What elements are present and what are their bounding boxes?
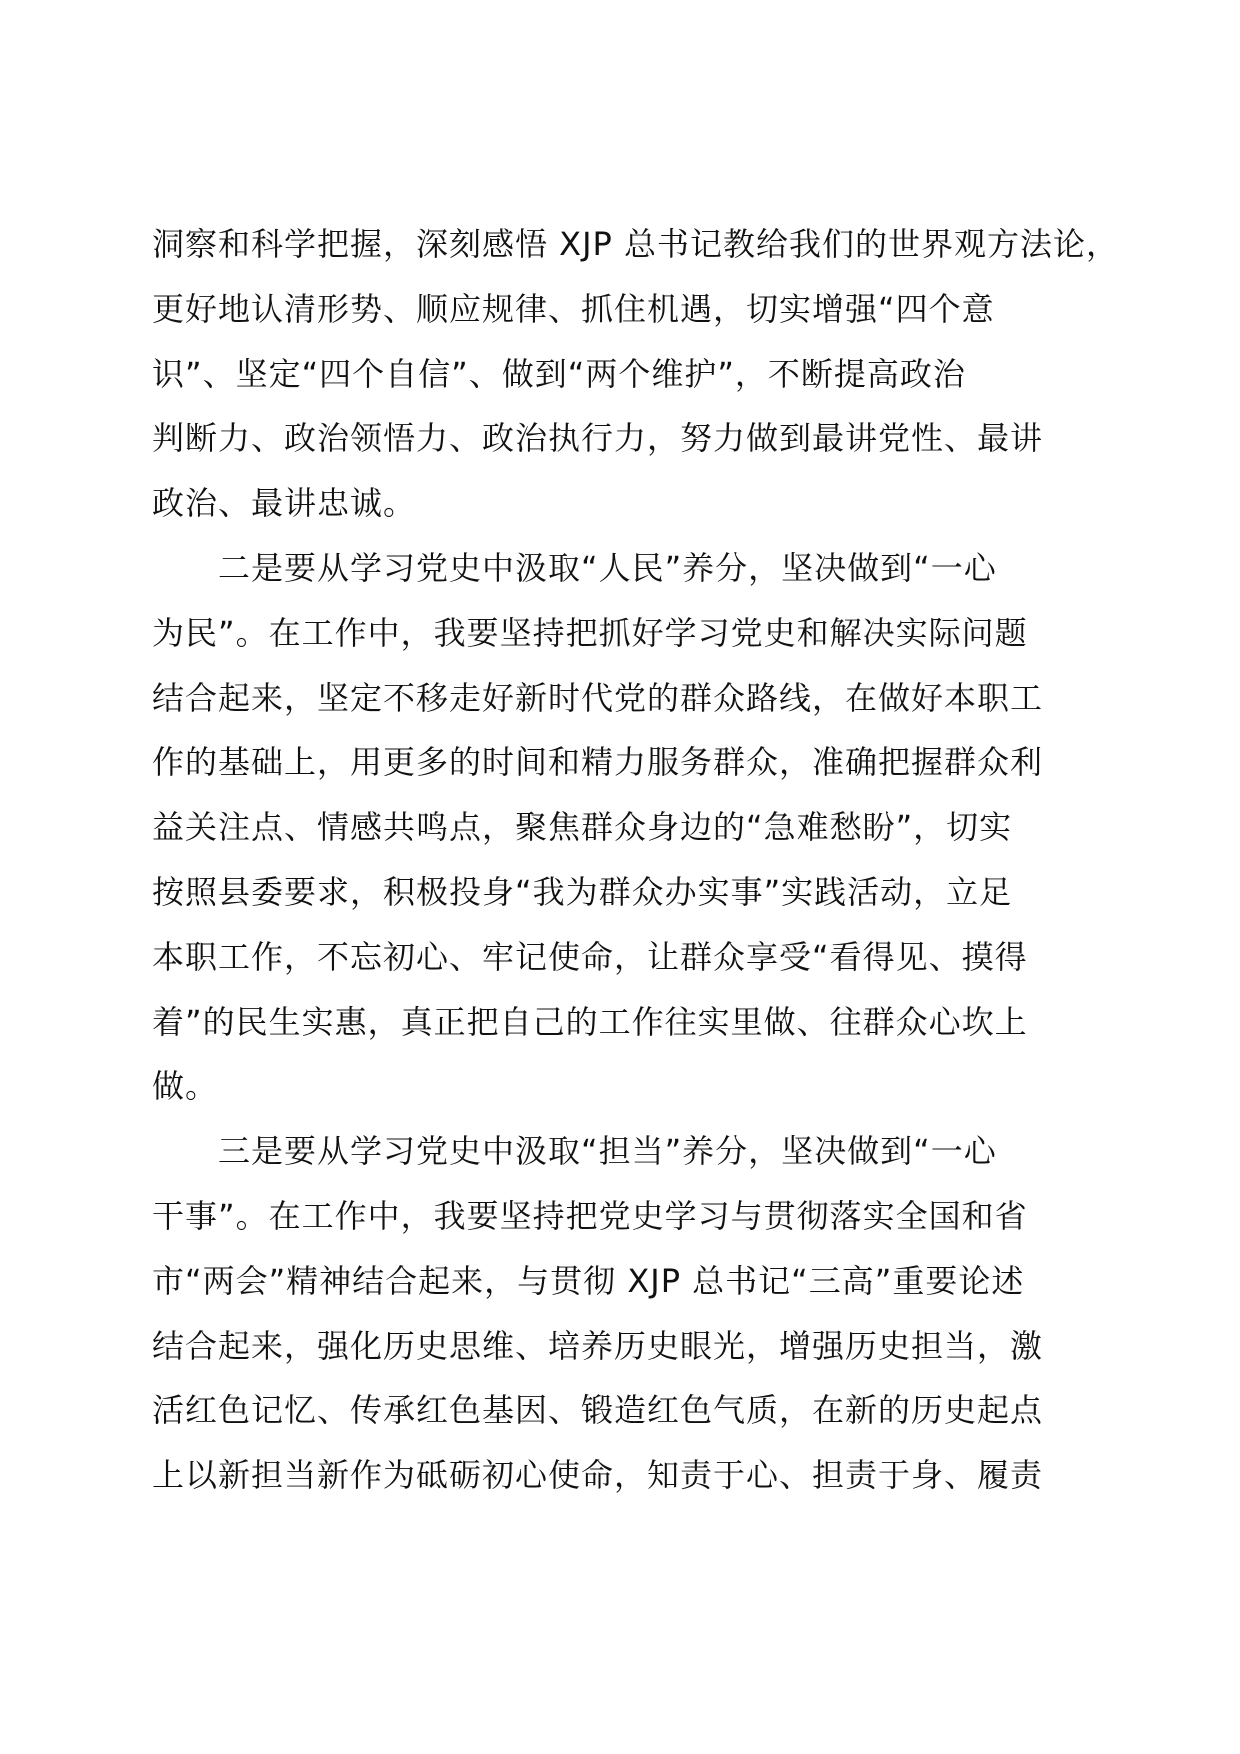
- text-line: 按照县委要求，积极投身“我为群众办实事”实践活动，立足: [152, 872, 1013, 911]
- text-line: 结合起来，坚定不移走好新时代党的群众路线，在做好本职工: [152, 678, 1044, 717]
- text-line: 判断力、政治领悟力、政治执行力，努力做到最讲党性、最讲: [152, 419, 1044, 458]
- body-text: [152, 212, 1120, 1508]
- text-line: 做。: [152, 1067, 219, 1106]
- text-line: 政治、最讲忠诚。: [152, 484, 417, 523]
- text-line: 洞察和科学把握，深刻感悟 XJP 总书记教给我们的世界观方法论，: [152, 225, 1120, 263]
- paragraph-start-line: 二是要从学习党史中汲取“人民”养分，坚决做到“一心: [218, 548, 997, 587]
- text-line: 干事”。在工作中，我要坚持把党史学习与贯彻落实全国和省: [152, 1196, 1028, 1235]
- text-line: 识”、坚定“四个自信”、做到“两个维护”，不断提高政治: [152, 354, 966, 393]
- text-line: 活红色记忆、传承红色基因、锻造红色气质，在新的历史起点: [152, 1391, 1044, 1430]
- text-line: 益关注点、情感共鸣点，聚焦群众身边的“急难愁盼”，切实: [152, 808, 1013, 847]
- text-line: 本职工作，不忘初心、牢记使命，让群众享受“看得见、摸得: [152, 937, 1028, 976]
- text-line: 更好地认清形势、顺应规律、抓住机遇，切实增强“四个意: [152, 289, 995, 328]
- text-line: 市“两会”精神结合起来，与贯彻 XJP 总书记“三高”重要论述: [152, 1261, 1025, 1300]
- text-line: 结合起来，强化历史思维、培养历史眼光，增强历史担当，激: [152, 1326, 1044, 1365]
- text-line: 作的基础上，用更多的时间和精力服务群众，准确把握群众利: [152, 743, 1044, 782]
- text-line: 着”的民生实惠，真正把自己的工作往实里做、往群众心坎上: [152, 1002, 1028, 1041]
- text-line: 上以新担当新作为砥砺初心使命，知责于心、担责于身、履责: [152, 1456, 1044, 1495]
- paragraph-start-line: 三是要从学习党史中汲取“担当”养分，坚决做到“一心: [218, 1132, 997, 1171]
- text-line: 为民”。在工作中，我要坚持把抓好学习党史和解决实际问题: [152, 613, 1028, 652]
